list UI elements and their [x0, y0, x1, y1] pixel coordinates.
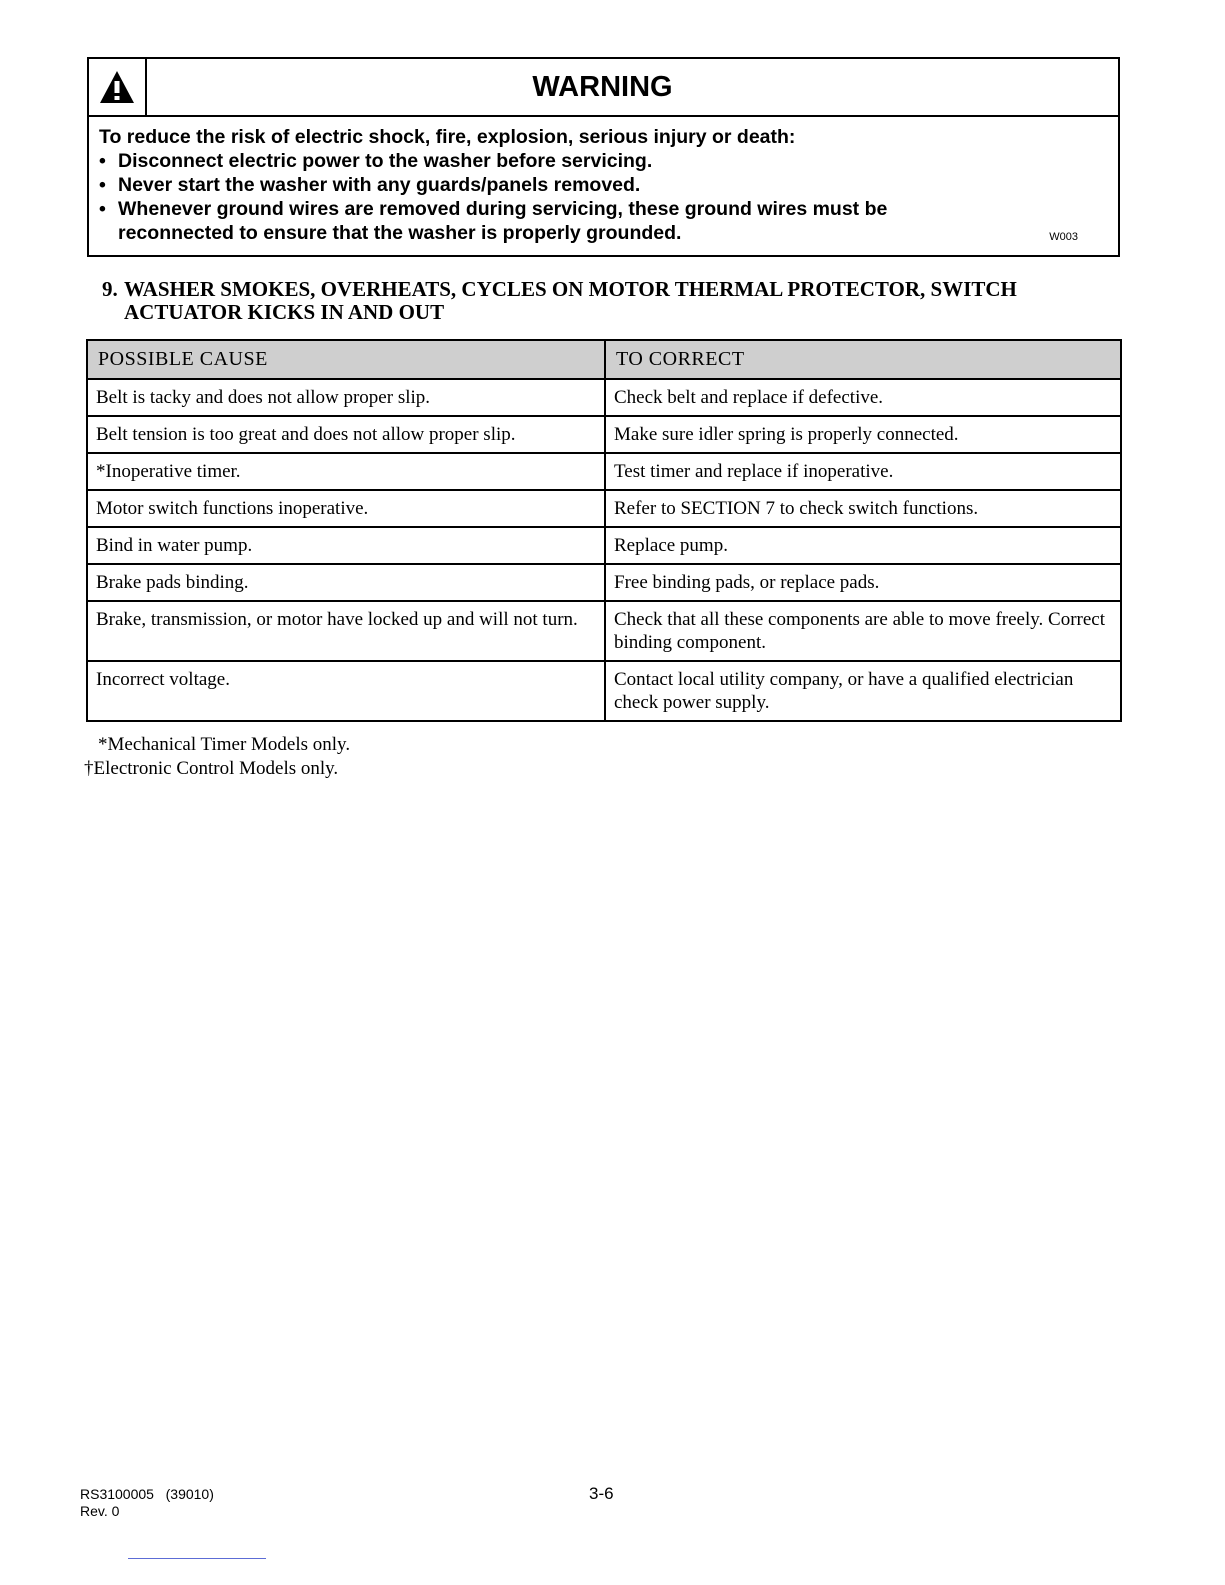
cause-cell: Belt tension is too great and does not allow proper slip. [87, 416, 605, 453]
cause-correction-table [86, 339, 1122, 722]
footnote-mechanical: *Mechanical Timer Models only. [98, 734, 351, 755]
correction-cell: Free binding pads, or replace pads. [605, 564, 1121, 601]
cause-cell: Bind in water pump. [87, 527, 605, 564]
table-row [87, 601, 1121, 661]
warning-header [89, 59, 1118, 117]
footnote-electronic: †Electronic Control Models only. [84, 758, 339, 779]
table-row [87, 379, 1121, 416]
column-header-possible-cause: POSSIBLE CAUSE [87, 340, 605, 379]
footer-doc-code: (39010) [165, 1486, 214, 1502]
warning-code: W003 [1049, 231, 1078, 243]
warning-body [89, 117, 1118, 245]
table-row [87, 527, 1121, 564]
footer-revision: Rev. 0 [80, 1503, 120, 1519]
warning-triangle-icon [89, 59, 147, 115]
warning-bullet-list [99, 149, 1118, 245]
column-header-to-correct: TO CORRECT [605, 340, 1121, 379]
warning-bullet: • Whenever ground wires are removed during servicing, these ground wires must be reconnected to ensure that the washer is properly grounded. [99, 197, 978, 245]
table-header-row [87, 340, 1121, 379]
footnotes [84, 733, 351, 781]
cause-cell: Motor switch functions inoperative. [87, 490, 605, 527]
warning-box [87, 57, 1120, 257]
table-row [87, 564, 1121, 601]
page-number: 3-6 [589, 1484, 614, 1503]
footer-doc-id: RS3100005 [80, 1486, 154, 1502]
warning-bullet: • Disconnect electric power to the washer before servicing. [99, 149, 1118, 173]
warning-title: WARNING [532, 71, 673, 103]
warning-intro: To reduce the risk of electric shock, fire, explosion, serious injury or death: [99, 126, 796, 148]
correction-cell: Contact local utility company, or have a qualified electrician check power supply. [605, 661, 1121, 721]
table-row [87, 453, 1121, 490]
cause-cell: Belt is tacky and does not allow proper slip. [87, 379, 605, 416]
warning-bullet: • Never start the washer with any guards/panels removed. [99, 173, 1118, 197]
section-title: WASHER SMOKES, OVERHEATS, CYCLES ON MOTOR THERMAL PROTECTOR, SWITCH ACTUATOR KICKS IN AND OUT [124, 277, 1017, 324]
correction-cell: Test timer and replace if inoperative. [605, 453, 1121, 490]
correction-cell: Make sure idler spring is properly connected. [605, 416, 1121, 453]
footer-doc-info [80, 1486, 214, 1520]
correction-cell: Check that all these components are able to move freely. Correct binding component. [605, 601, 1121, 661]
cause-cell: Incorrect voltage. [87, 661, 605, 721]
divider [128, 1558, 266, 1559]
cause-cell: *Inoperative timer. [87, 453, 605, 490]
footer-doc-id-line [80, 1486, 214, 1503]
table-row [87, 416, 1121, 453]
cause-cell: Brake pads binding. [87, 564, 605, 601]
section-number: 9. [102, 277, 118, 301]
table-row [87, 661, 1121, 721]
section-heading [102, 278, 1102, 324]
cause-cell: Brake, transmission, or motor have locked up and will not turn. [87, 601, 605, 661]
correction-cell: Refer to SECTION 7 to check switch functions. [605, 490, 1121, 527]
table-row [87, 490, 1121, 527]
correction-cell: Check belt and replace if defective. [605, 379, 1121, 416]
correction-cell: Replace pump. [605, 527, 1121, 564]
